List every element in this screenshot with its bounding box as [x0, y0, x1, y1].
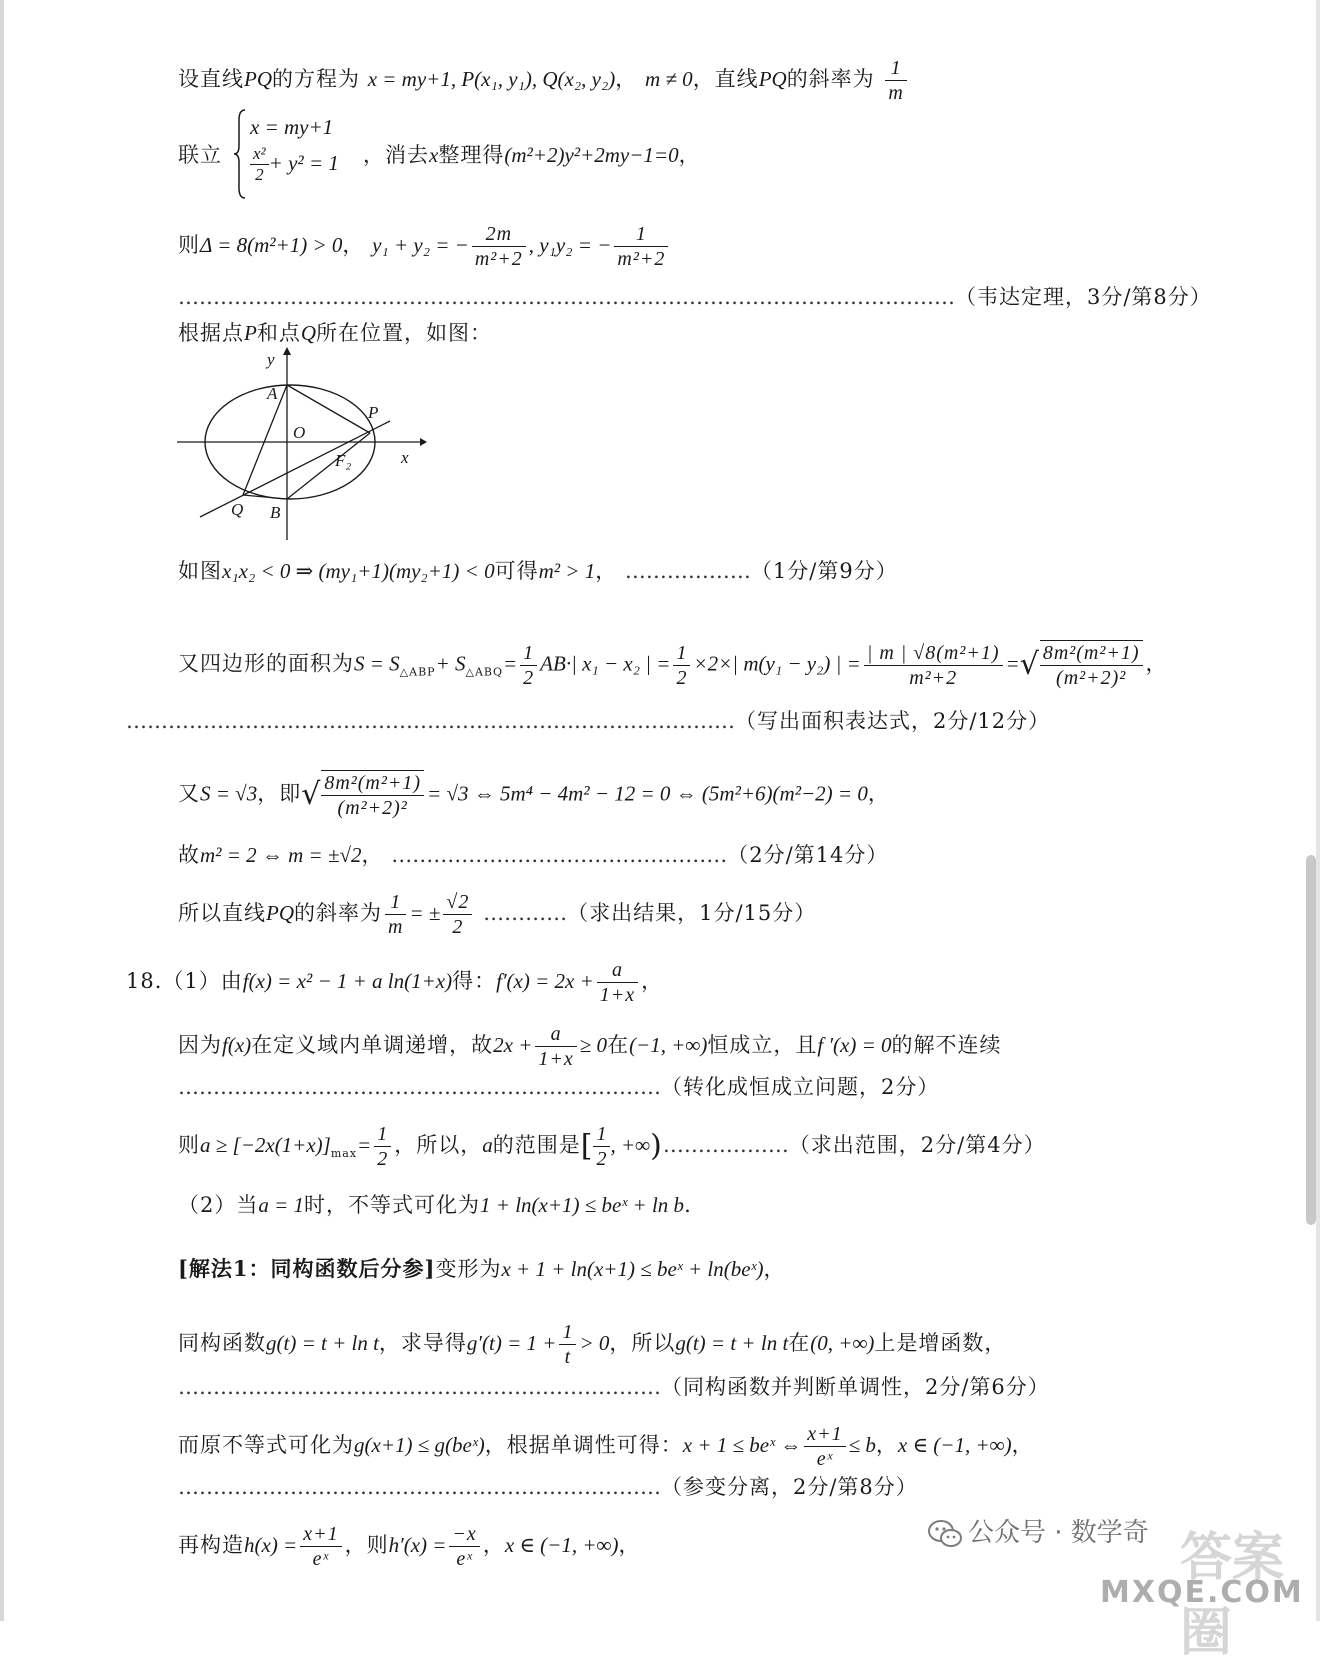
line-isomorphic-function: 同构函数g(t) = t + ln t，求导得g′(t) = 1 + $\frac{1}{t}$ > 0，所以g(t) = t + ln t在(0, +∞)上是增函数， — [178, 1321, 1007, 1368]
score-note-area: ……………………………………………………………………………（写出面积表达式，2分/12分） — [126, 709, 1051, 733]
window-left-edge — [0, 0, 4, 1621]
slope-fraction: $\frac{1}{m}$ — [885, 56, 906, 105]
y-arrow-icon — [283, 347, 291, 355]
equation-system: 联立 x = my+1 $\frac{\text{x²}}{2}$ + y² = 1 ，消去x整理得(m²+2)y²+2my−1=0， — [178, 108, 1078, 203]
line-pq-equation: 设直线PQ的方程为 x = my+1, P(x₁, y₁), Q(x₂, y₂)， m ≠ 0，直线PQ的斜率为 $\frac{1}{m}$ — [178, 56, 910, 105]
label-a: A — [267, 384, 278, 403]
segment-bq — [243, 495, 287, 499]
line-area-expression: 又四边形的面积为$S = S_{\triangle ABP}+ S_{\triangle ABQ}=$ $\frac{1}{2}$ AB·| x₁ − x₂ | = $\frac{1}{2}$ ×2×| m(y₁ − y₂) | = $\frac{\text{| m | √8(m²+1)}}{\text{m²+2}}$ =√ $\frac{\text{8m²(m²+1)}}{\text{(m²+2)²}}$ ， — [178, 641, 1168, 689]
label-f2: F₂ — [335, 451, 352, 470]
brace-icon — [233, 108, 247, 200]
score-note-transform: ……………………………………………………………（转化成恒成立问题，2分） — [178, 1075, 940, 1099]
segment-bp — [287, 433, 370, 499]
line-a-range: 则$a \ge [-2x(1+x)]_{max}=$ $\frac{1}{2}$ ，所以，a的范围是[ $\frac{1}{2}$ , +∞)………………（求出范围，2分/第4分） — [178, 1123, 1046, 1170]
line-delta-vieta: 则Δ = 8(m²+1) > 0， y₁ + y₂ = − $\frac{2m}{\text{m²+2}}$ , y₁y₂ = − $\frac{1}{\text{m²+2}}$ — [178, 222, 671, 271]
line-m-result: 故m² = 2 ⇔ m = ±√2， …………………………………………（2分/第14分） — [178, 843, 889, 867]
label-x: x — [401, 448, 409, 467]
label-o: O — [293, 423, 306, 442]
line-monotonic-condition: 因为f(x)在定义域内单调递增，故2x + $\frac{a}{1+x}$ ≥ 0在(−1, +∞)恒成立，且f ′(x) = 0的解不连续 — [178, 1023, 1002, 1070]
line-m-squared-condition: 如图x₁x₂ < 0 ⇒ (my₁+1)(my₂+1) < 0可得m² > 1， ………………（1分/第9分） — [178, 559, 898, 583]
watermark-logo-text: 答案圈 — [1180, 1528, 1285, 1663]
score-note-vieta: …………………………………………………………………………………………………（韦达定理，3分/第8分） — [178, 285, 1212, 309]
line-figure-intro: 根据点P和点Q所在位置，如图： — [178, 321, 492, 345]
label-b: B — [270, 503, 281, 522]
score-note-separate: ……………………………………………………………（参变分离，2分/第8分） — [178, 1475, 918, 1499]
watermark-site: MXQE.COM — [1100, 1575, 1304, 1610]
line-separate-parameter: 而原不等式可化为g(x+1) ≤ g(beˣ)，根据单调性可得：x + 1 ≤ beˣ ⇔ $\frac{x+1}{\text{eˣ}}$ ≤ b，x ∈ (−1, +∞)， — [178, 1423, 1034, 1470]
line-slope-result: 所以直线PQ的斜率为 $\frac{1}{m}$ = ± $\frac{√2}{2}$ …………（求出结果，1分/15分） — [178, 891, 817, 938]
label-q: Q — [231, 500, 244, 519]
problem-18-part1: 18.（1）由f(x) = x² − 1 + a ln(1+x)得：f′(x) = 2x + $\frac{a}{1+x}$ ， — [126, 959, 664, 1006]
segment-aq — [243, 385, 287, 495]
score-note-isomorphic: ……………………………………………………………（同构函数并判断单调性，2分/第6分） — [178, 1375, 1050, 1399]
label-p: P — [368, 403, 379, 422]
window-right-edge — [1316, 0, 1320, 1621]
vertical-scrollbar[interactable] — [1306, 855, 1316, 1225]
line-solve-m: 又S = √3，即√ $\frac{\text{8m²(m²+1)}}{\text{(m²+2)²}}$ = √3 ⇔ 5m⁴ − 4m² − 12 = 0 ⇔ (5m²+6)(m²−2) = 0， — [178, 772, 890, 819]
line-construct-h: 再构造h(x) = $\frac{x+1}{\text{eˣ}}$ ，则h′(x) = $\frac{-x}{\text{eˣ}}$ ，x ∈ (−1, +∞)， — [178, 1523, 641, 1570]
label-y: y — [267, 350, 275, 369]
watermark-wechat: 公众号 · 数学奇 — [928, 1512, 1149, 1549]
wechat-icon — [928, 1519, 962, 1549]
x-arrow-icon — [420, 438, 427, 446]
line-method1: [解法1：同构函数后分参]变形为x + 1 + ln(x+1) ≤ beˣ + ln(beˣ)， — [178, 1256, 786, 1281]
line-part2: （2）当a = 1时，不等式可化为1 + ln(x+1) ≤ beˣ + ln b. — [178, 1193, 692, 1217]
ellipse-figure — [175, 345, 435, 545]
